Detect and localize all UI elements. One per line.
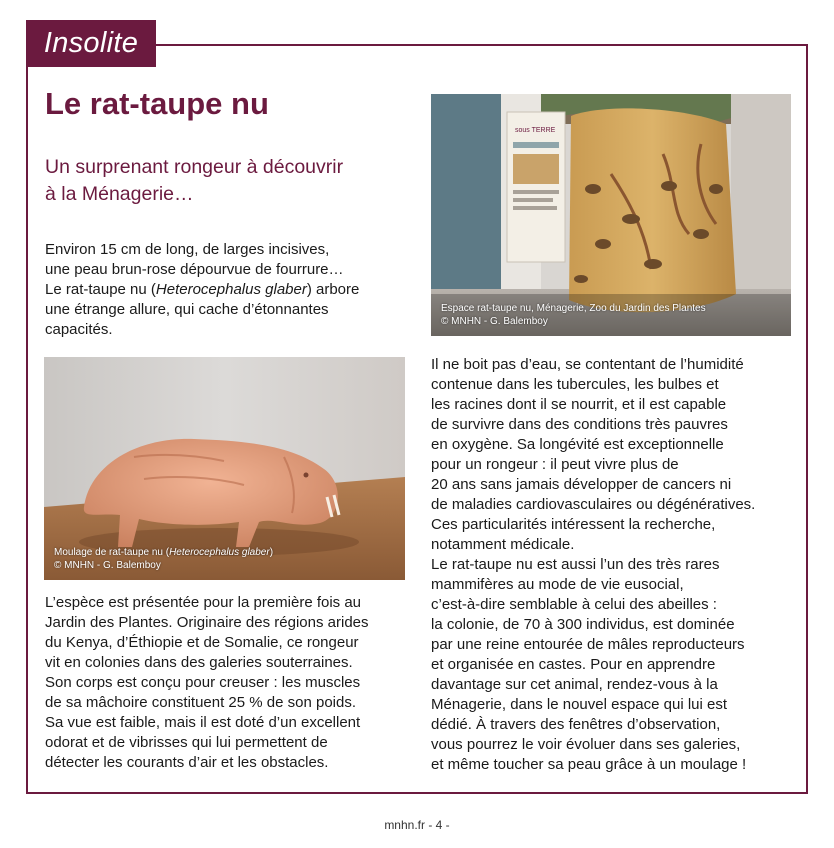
subtitle-line: Un surprenant rongeur à découvrir <box>45 156 344 178</box>
body-line: par une reine entourée de mâles reproducteurs <box>431 636 745 653</box>
body-line: Sa vue est faible, mais il est doté d’un excellent <box>45 714 361 731</box>
body-line: Ménagerie, dans le nouvel espace qui lui est <box>431 696 728 713</box>
section-tag: Insolite <box>26 20 156 67</box>
body-line: Ces particularités intéressent la recherche, <box>431 516 716 533</box>
body-line: et organisée en castes. Pour en apprendre <box>431 656 716 673</box>
body-line: Jardin des Plantes. Originaire des régions arides <box>45 614 369 631</box>
body-line: dédié. À travers des fenêtres d’observation, <box>431 716 721 733</box>
caption-line <box>54 546 273 559</box>
species-name: Heterocephalus glaber <box>155 281 307 298</box>
panel-text: sous TERRE <box>515 127 556 134</box>
body-line: Son corps est conçu pour creuser : les muscles <box>45 674 361 691</box>
body-line: et même toucher sa peau grâce à un moulage ! <box>431 756 747 773</box>
body-line: de sa mâchoire constituent 25 % de son poids. <box>45 694 357 711</box>
body-line: en oxygène. Sa longévité est exceptionnelle <box>431 436 724 453</box>
body-line: notamment médicale. <box>431 536 575 553</box>
photo-enclosure <box>431 94 791 336</box>
intro-line-species <box>45 280 359 300</box>
subtitle-line: à la Ménagerie… <box>45 183 194 205</box>
caption-species: Heterocephalus glaber <box>169 547 270 558</box>
body-line: Le rat-taupe nu est aussi l’un des très rares <box>431 556 720 573</box>
intro-text: Le rat-taupe nu ( <box>45 281 156 298</box>
caption-credit: © MNHN - G. Balemboy <box>54 560 161 571</box>
article-title: Le rat-taupe nu <box>45 86 269 121</box>
body-line: Il ne boit pas d’eau, se contentant de l’humidité <box>431 356 744 373</box>
enclosure-image <box>431 94 791 336</box>
body-line: la colonie, de 70 à 300 individus, est dominée <box>431 616 735 633</box>
intro-paragraph <box>45 240 359 340</box>
caption-line: Espace rat-taupe nu, Ménagerie, Zoo du Jardin des Plantes <box>441 303 706 314</box>
body-line: 20 ans sans jamais développer de cancers ni <box>431 476 732 493</box>
intro-text: ) arbore <box>306 281 360 298</box>
body-line: de survivre dans des conditions très pauvres <box>431 416 728 433</box>
body-line: détecter les courants d’air et les obstacles. <box>45 754 329 771</box>
body-line: mammifères au mode de vie eusocial, <box>431 576 684 593</box>
page-footer: mnhn.fr - 4 - <box>384 818 450 832</box>
body-right-column <box>431 355 755 775</box>
body-line: du Kenya, d’Éthiopie et de Somalie, ce rongeur <box>45 634 359 651</box>
enclosure-photo-caption <box>441 302 706 328</box>
body-line: vous pourrez le voir évoluer dans ses galeries, <box>431 736 741 753</box>
intro-line: capacités. <box>45 321 113 338</box>
intro-line: Environ 15 cm de long, de larges incisives, <box>45 241 330 258</box>
body-line: odorat et de vibrisses qui lui permettent de <box>45 734 328 751</box>
body-line: les racines dont il se nourrit, et il est capable <box>431 396 727 413</box>
article-subtitle <box>45 154 405 208</box>
body-line: L’espèce est présentée pour la première fois au <box>45 594 362 611</box>
body-line: davantage sur cet animal, rendez-vous à la <box>431 676 718 693</box>
caption-text: Moulage de rat-taupe nu ( <box>54 547 170 558</box>
intro-line: une peau brun-rose dépourvue de fourrure… <box>45 261 344 278</box>
body-line: pour un rongeur : il peut vivre plus de <box>431 456 679 473</box>
cast-photo-caption <box>54 546 273 572</box>
photo-mole-rat-cast <box>44 357 405 580</box>
body-line: de maladies cardiovasculaires ou dégénératives. <box>431 496 756 513</box>
intro-line: une étrange allure, qui cache d’étonnantes <box>45 301 329 318</box>
body-line: contenue dans les tubercules, les bulbes et <box>431 376 719 393</box>
body-line: c’est-à-dire semblable à celui des abeilles : <box>431 596 717 613</box>
caption-text: ) <box>269 547 274 558</box>
caption-credit: © MNHN - G. Balemboy <box>441 316 548 327</box>
body-left-column <box>45 593 369 773</box>
body-line: vit en colonies dans des galeries souterraines. <box>45 654 353 671</box>
